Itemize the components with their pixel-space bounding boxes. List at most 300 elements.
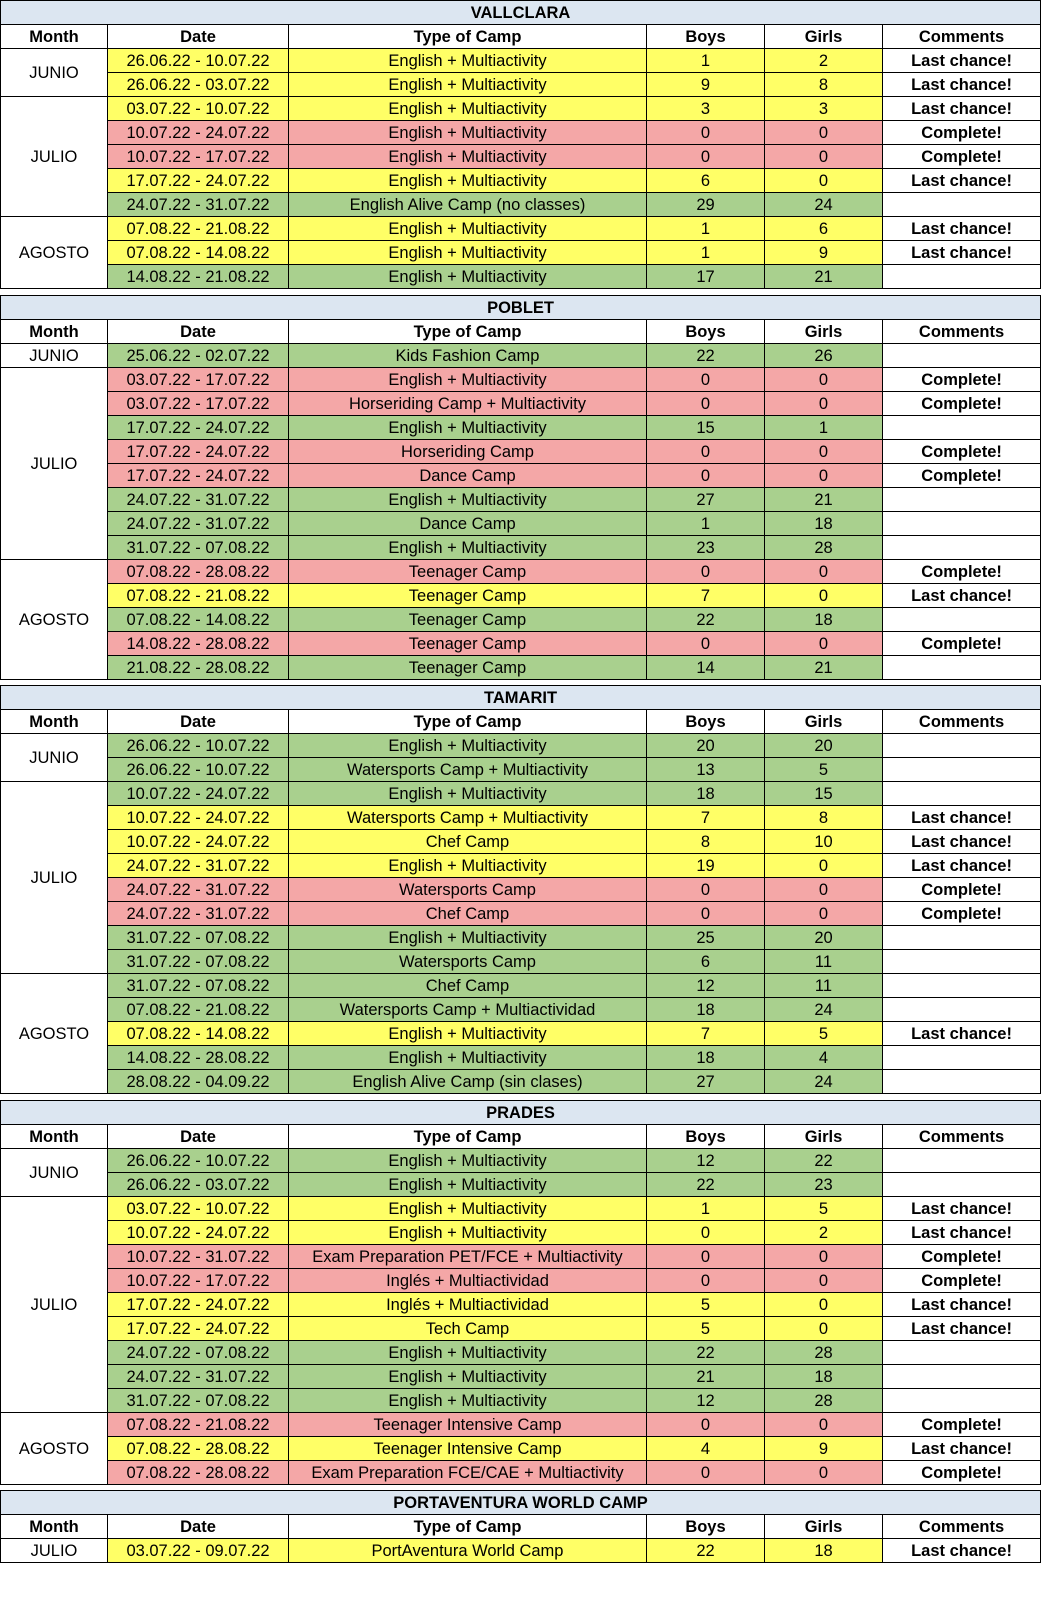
- date-cell: 17.07.22 - 24.07.22: [108, 1293, 289, 1317]
- date-cell: 17.07.22 - 24.07.22: [108, 416, 289, 440]
- boys-cell: 19: [647, 854, 765, 878]
- table-row: [1, 758, 1041, 782]
- camp-type-cell: English + Multiactivity: [289, 782, 647, 806]
- date-cell: 10.07.22 - 24.07.22: [108, 782, 289, 806]
- camp-type-cell: English + Multiactivity: [289, 169, 647, 193]
- boys-cell: 21: [647, 1365, 765, 1389]
- camp-type-cell: English + Multiactivity: [289, 1173, 647, 1197]
- comment-cell: [883, 1365, 1041, 1389]
- boys-cell: 9: [647, 73, 765, 97]
- comment-cell: [883, 656, 1041, 680]
- date-cell: 07.08.22 - 21.08.22: [108, 584, 289, 608]
- month-label: JULIO: [1, 368, 108, 560]
- boys-cell: 0: [647, 878, 765, 902]
- table-row: [1, 1317, 1041, 1341]
- girls-cell: 20: [765, 926, 883, 950]
- date-cell: 07.08.22 - 14.08.22: [108, 608, 289, 632]
- month-label: JULIO: [1, 782, 108, 974]
- boys-cell: 17: [647, 265, 765, 289]
- comment-cell: [883, 1149, 1041, 1173]
- date-cell: 03.07.22 - 10.07.22: [108, 1197, 289, 1221]
- table-row: [1, 998, 1041, 1022]
- table-row: [1, 121, 1041, 145]
- date-cell: 24.07.22 - 31.07.22: [108, 1365, 289, 1389]
- camp-type-cell: Watersports Camp + Multiactividad: [289, 998, 647, 1022]
- comments-header: Comments: [883, 710, 1041, 734]
- camp-type-cell: Teenager Intensive Camp: [289, 1437, 647, 1461]
- girls-cell: 9: [765, 1437, 883, 1461]
- table-row: [1, 217, 1041, 241]
- comment-cell: Last chance!: [883, 854, 1041, 878]
- girls-cell: 21: [765, 265, 883, 289]
- date-cell: 31.07.22 - 07.08.22: [108, 1389, 289, 1413]
- camp-type-cell: English + Multiactivity: [289, 536, 647, 560]
- girls-cell: 0: [765, 1317, 883, 1341]
- boys-cell: 6: [647, 169, 765, 193]
- camp-type-cell: Inglés + Multiactividad: [289, 1269, 647, 1293]
- boys-cell: 0: [647, 1269, 765, 1293]
- girls-cell: 0: [765, 584, 883, 608]
- camp-type-cell: English + Multiactivity: [289, 1046, 647, 1070]
- date-cell: 10.07.22 - 17.07.22: [108, 1269, 289, 1293]
- boys-cell: 1: [647, 241, 765, 265]
- girls-cell: 5: [765, 758, 883, 782]
- boys-cell: 5: [647, 1317, 765, 1341]
- date-cell: 14.08.22 - 21.08.22: [108, 265, 289, 289]
- girls-cell: 5: [765, 1022, 883, 1046]
- date-cell: 10.07.22 - 24.07.22: [108, 1221, 289, 1245]
- camp-type-cell: English + Multiactivity: [289, 97, 647, 121]
- table-row: [1, 1245, 1041, 1269]
- comment-cell: [883, 416, 1041, 440]
- boys-cell: 1: [647, 49, 765, 73]
- comments-header: Comments: [883, 320, 1041, 344]
- month-label: JUNIO: [1, 1149, 108, 1197]
- girls-cell: 11: [765, 950, 883, 974]
- camp-type-cell: Dance Camp: [289, 464, 647, 488]
- girls-cell: 0: [765, 121, 883, 145]
- date-cell: 24.07.22 - 31.07.22: [108, 878, 289, 902]
- girls-cell: 18: [765, 608, 883, 632]
- date-cell: 26.06.22 - 10.07.22: [108, 49, 289, 73]
- date-cell: 07.08.22 - 21.08.22: [108, 998, 289, 1022]
- table-row: [1, 584, 1041, 608]
- date-cell: 21.08.22 - 28.08.22: [108, 656, 289, 680]
- comment-cell: Last chance!: [883, 1293, 1041, 1317]
- table-row: [1, 1293, 1041, 1317]
- table-row: [1, 1413, 1041, 1437]
- girls-header: Girls: [765, 710, 883, 734]
- comment-cell: Last chance!: [883, 1317, 1041, 1341]
- camp-type-cell: Chef Camp: [289, 974, 647, 998]
- comment-cell: Complete!: [883, 464, 1041, 488]
- boys-header: Boys: [647, 1125, 765, 1149]
- boys-cell: 0: [647, 1461, 765, 1485]
- girls-cell: 0: [765, 1293, 883, 1317]
- boys-cell: 0: [647, 1221, 765, 1245]
- camp-type-cell: English + Multiactivity: [289, 416, 647, 440]
- date-cell: 31.07.22 - 07.08.22: [108, 536, 289, 560]
- comment-cell: [883, 1070, 1041, 1094]
- month-label: JULIO: [1, 1197, 108, 1413]
- camp-type-cell: Inglés + Multiactividad: [289, 1293, 647, 1317]
- comment-cell: Complete!: [883, 1269, 1041, 1293]
- girls-cell: 18: [765, 512, 883, 536]
- comment-cell: Last chance!: [883, 1197, 1041, 1221]
- boys-cell: 0: [647, 902, 765, 926]
- date-cell: 24.07.22 - 31.07.22: [108, 512, 289, 536]
- table-row: [1, 1341, 1041, 1365]
- date-cell: 07.08.22 - 14.08.22: [108, 241, 289, 265]
- date-cell: 31.07.22 - 07.08.22: [108, 974, 289, 998]
- comment-cell: [883, 512, 1041, 536]
- girls-cell: 15: [765, 782, 883, 806]
- date-cell: 07.08.22 - 21.08.22: [108, 1413, 289, 1437]
- boys-cell: 1: [647, 1197, 765, 1221]
- date-cell: 17.07.22 - 24.07.22: [108, 169, 289, 193]
- boys-cell: 0: [647, 121, 765, 145]
- boys-cell: 0: [647, 1245, 765, 1269]
- comment-cell: [883, 974, 1041, 998]
- boys-cell: 3: [647, 97, 765, 121]
- date-cell: 03.07.22 - 17.07.22: [108, 368, 289, 392]
- section-title-row: [1, 1101, 1041, 1125]
- table-row: [1, 193, 1041, 217]
- boys-cell: 7: [647, 1022, 765, 1046]
- comment-cell: Complete!: [883, 145, 1041, 169]
- boys-cell: 0: [647, 1413, 765, 1437]
- girls-cell: 18: [765, 1539, 883, 1563]
- boys-cell: 22: [647, 608, 765, 632]
- comment-cell: [883, 734, 1041, 758]
- table-row: [1, 854, 1041, 878]
- camp-type-cell: English + Multiactivity: [289, 217, 647, 241]
- comment-cell: Last chance!: [883, 1221, 1041, 1245]
- camp-type-cell: Horseriding Camp: [289, 440, 647, 464]
- boys-cell: 22: [647, 1341, 765, 1365]
- table-row: [1, 169, 1041, 193]
- month-label: AGOSTO: [1, 560, 108, 680]
- type-header: Type of Camp: [289, 320, 647, 344]
- camp-type-cell: Dance Camp: [289, 512, 647, 536]
- boys-cell: 6: [647, 950, 765, 974]
- comment-cell: Last chance!: [883, 241, 1041, 265]
- girls-cell: 4: [765, 1046, 883, 1070]
- date-cell: 26.06.22 - 10.07.22: [108, 734, 289, 758]
- date-cell: 03.07.22 - 17.07.22: [108, 392, 289, 416]
- girls-cell: 10: [765, 830, 883, 854]
- table-row: [1, 97, 1041, 121]
- camp-type-cell: Teenager Camp: [289, 560, 647, 584]
- camp-type-cell: English + Multiactivity: [289, 854, 647, 878]
- camp-table-poblet: [0, 295, 1041, 680]
- boys-header: Boys: [647, 320, 765, 344]
- table-row: [1, 241, 1041, 265]
- table-row: [1, 512, 1041, 536]
- girls-cell: 8: [765, 806, 883, 830]
- girls-cell: 0: [765, 632, 883, 656]
- camp-type-cell: English + Multiactivity: [289, 926, 647, 950]
- boys-cell: 29: [647, 193, 765, 217]
- comment-cell: [883, 926, 1041, 950]
- section-title-row: [1, 1, 1041, 25]
- date-cell: 31.07.22 - 07.08.22: [108, 950, 289, 974]
- section-title: TAMARIT: [1, 686, 1041, 710]
- table-row: [1, 1221, 1041, 1245]
- comments-header: Comments: [883, 1125, 1041, 1149]
- boys-cell: 0: [647, 464, 765, 488]
- comment-cell: Complete!: [883, 392, 1041, 416]
- camp-type-cell: English + Multiactivity: [289, 121, 647, 145]
- table-row: [1, 49, 1041, 73]
- comment-cell: [883, 344, 1041, 368]
- girls-header: Girls: [765, 25, 883, 49]
- camp-type-cell: Teenager Camp: [289, 608, 647, 632]
- table-row: [1, 1046, 1041, 1070]
- date-cell: 10.07.22 - 24.07.22: [108, 806, 289, 830]
- comment-cell: Complete!: [883, 440, 1041, 464]
- camp-table-prades: [0, 1100, 1041, 1485]
- date-cell: 24.07.22 - 31.07.22: [108, 854, 289, 878]
- date-cell: 17.07.22 - 24.07.22: [108, 1317, 289, 1341]
- girls-cell: 0: [765, 1269, 883, 1293]
- camp-type-cell: English + Multiactivity: [289, 1365, 647, 1389]
- camp-type-cell: Exam Preparation FCE/CAE + Multiactivity: [289, 1461, 647, 1485]
- camp-type-cell: Chef Camp: [289, 830, 647, 854]
- boys-cell: 12: [647, 1389, 765, 1413]
- camp-type-cell: Teenager Intensive Camp: [289, 1413, 647, 1437]
- girls-cell: 0: [765, 1413, 883, 1437]
- date-cell: 07.08.22 - 28.08.22: [108, 560, 289, 584]
- boys-cell: 12: [647, 974, 765, 998]
- column-header-row: [1, 1125, 1041, 1149]
- section-title: POBLET: [1, 296, 1041, 320]
- table-row: [1, 145, 1041, 169]
- boys-cell: 0: [647, 145, 765, 169]
- girls-header: Girls: [765, 1125, 883, 1149]
- camp-type-cell: English + Multiactivity: [289, 1149, 647, 1173]
- comment-cell: Complete!: [883, 560, 1041, 584]
- boys-cell: 1: [647, 512, 765, 536]
- boys-cell: 18: [647, 782, 765, 806]
- table-row: [1, 440, 1041, 464]
- camp-type-cell: English + Multiactivity: [289, 1022, 647, 1046]
- boys-header: Boys: [647, 1515, 765, 1539]
- date-cell: 07.08.22 - 14.08.22: [108, 1022, 289, 1046]
- camp-type-cell: English + Multiactivity: [289, 1341, 647, 1365]
- comment-cell: Complete!: [883, 632, 1041, 656]
- comment-cell: Complete!: [883, 1413, 1041, 1437]
- comment-cell: [883, 488, 1041, 512]
- table-row: [1, 536, 1041, 560]
- table-row: [1, 656, 1041, 680]
- table-row: [1, 902, 1041, 926]
- month-header: Month: [1, 1515, 108, 1539]
- table-row: [1, 950, 1041, 974]
- camp-type-cell: Kids Fashion Camp: [289, 344, 647, 368]
- date-cell: 28.08.22 - 04.09.22: [108, 1070, 289, 1094]
- date-cell: 14.08.22 - 28.08.22: [108, 632, 289, 656]
- table-row: [1, 878, 1041, 902]
- table-row: [1, 1149, 1041, 1173]
- table-row: [1, 560, 1041, 584]
- camp-type-cell: Teenager Camp: [289, 584, 647, 608]
- boys-cell: 22: [647, 1539, 765, 1563]
- girls-cell: 3: [765, 97, 883, 121]
- date-cell: 24.07.22 - 07.08.22: [108, 1341, 289, 1365]
- camp-type-cell: English + Multiactivity: [289, 368, 647, 392]
- boys-cell: 0: [647, 632, 765, 656]
- date-cell: 07.08.22 - 28.08.22: [108, 1461, 289, 1485]
- girls-cell: 0: [765, 878, 883, 902]
- camp-type-cell: Watersports Camp + Multiactivity: [289, 758, 647, 782]
- comment-cell: [883, 1389, 1041, 1413]
- girls-cell: 24: [765, 193, 883, 217]
- boys-header: Boys: [647, 710, 765, 734]
- camp-type-cell: Teenager Camp: [289, 656, 647, 680]
- camp-type-cell: English + Multiactivity: [289, 1221, 647, 1245]
- girls-cell: 0: [765, 145, 883, 169]
- comment-cell: [883, 950, 1041, 974]
- date-cell: 03.07.22 - 09.07.22: [108, 1539, 289, 1563]
- camp-table-tamarit: [0, 685, 1041, 1094]
- girls-cell: 2: [765, 49, 883, 73]
- date-cell: 25.06.22 - 02.07.22: [108, 344, 289, 368]
- girls-cell: 0: [765, 902, 883, 926]
- boys-cell: 27: [647, 488, 765, 512]
- date-cell: 26.06.22 - 03.07.22: [108, 1173, 289, 1197]
- table-row: [1, 830, 1041, 854]
- camp-type-cell: English + Multiactivity: [289, 488, 647, 512]
- comments-header: Comments: [883, 1515, 1041, 1539]
- girls-header: Girls: [765, 320, 883, 344]
- comment-cell: [883, 193, 1041, 217]
- comment-cell: Last chance!: [883, 1022, 1041, 1046]
- type-header: Type of Camp: [289, 1515, 647, 1539]
- column-header-row: [1, 320, 1041, 344]
- girls-cell: 9: [765, 241, 883, 265]
- comment-cell: Last chance!: [883, 217, 1041, 241]
- comment-cell: Last chance!: [883, 169, 1041, 193]
- camp-type-cell: English + Multiactivity: [289, 241, 647, 265]
- date-header: Date: [108, 1125, 289, 1149]
- table-row: [1, 368, 1041, 392]
- girls-cell: 0: [765, 1245, 883, 1269]
- camp-type-cell: English + Multiactivity: [289, 145, 647, 169]
- girls-cell: 2: [765, 1221, 883, 1245]
- date-cell: 26.06.22 - 03.07.22: [108, 73, 289, 97]
- section-title: PRADES: [1, 1101, 1041, 1125]
- month-label: JULIO: [1, 1539, 108, 1563]
- table-row: [1, 1022, 1041, 1046]
- comment-cell: [883, 1046, 1041, 1070]
- girls-cell: 8: [765, 73, 883, 97]
- boys-cell: 0: [647, 368, 765, 392]
- table-row: [1, 608, 1041, 632]
- camp-type-cell: English Alive Camp (no classes): [289, 193, 647, 217]
- boys-cell: 7: [647, 584, 765, 608]
- table-row: [1, 1269, 1041, 1293]
- table-row: [1, 734, 1041, 758]
- comment-cell: Last chance!: [883, 73, 1041, 97]
- date-cell: 17.07.22 - 24.07.22: [108, 440, 289, 464]
- boys-cell: 18: [647, 1046, 765, 1070]
- date-cell: 03.07.22 - 10.07.22: [108, 97, 289, 121]
- girls-cell: 6: [765, 217, 883, 241]
- boys-cell: 13: [647, 758, 765, 782]
- comment-cell: [883, 758, 1041, 782]
- comment-cell: Last chance!: [883, 97, 1041, 121]
- girls-cell: 0: [765, 560, 883, 584]
- camp-type-cell: Chef Camp: [289, 902, 647, 926]
- month-label: AGOSTO: [1, 974, 108, 1094]
- boys-cell: 27: [647, 1070, 765, 1094]
- boys-cell: 14: [647, 656, 765, 680]
- boys-cell: 8: [647, 830, 765, 854]
- date-cell: 24.07.22 - 31.07.22: [108, 488, 289, 512]
- camp-type-cell: Tech Camp: [289, 1317, 647, 1341]
- comment-cell: Last chance!: [883, 1437, 1041, 1461]
- boys-cell: 12: [647, 1149, 765, 1173]
- girls-cell: 0: [765, 440, 883, 464]
- table-row: [1, 1437, 1041, 1461]
- girls-cell: 0: [765, 392, 883, 416]
- date-cell: 10.07.22 - 31.07.22: [108, 1245, 289, 1269]
- camp-type-cell: English + Multiactivity: [289, 1389, 647, 1413]
- comment-cell: [883, 536, 1041, 560]
- comment-cell: [883, 998, 1041, 1022]
- table-row: [1, 1461, 1041, 1485]
- comment-cell: Complete!: [883, 902, 1041, 926]
- comment-cell: [883, 782, 1041, 806]
- column-header-row: [1, 25, 1041, 49]
- month-label: AGOSTO: [1, 217, 108, 289]
- comment-cell: [883, 265, 1041, 289]
- girls-cell: 20: [765, 734, 883, 758]
- month-header: Month: [1, 710, 108, 734]
- table-row: [1, 1197, 1041, 1221]
- comment-cell: Complete!: [883, 368, 1041, 392]
- boys-cell: 4: [647, 1437, 765, 1461]
- camp-type-cell: Exam Preparation PET/FCE + Multiactivity: [289, 1245, 647, 1269]
- date-cell: 10.07.22 - 24.07.22: [108, 830, 289, 854]
- month-header: Month: [1, 320, 108, 344]
- girls-header: Girls: [765, 1515, 883, 1539]
- girls-cell: 24: [765, 998, 883, 1022]
- date-cell: 24.07.22 - 31.07.22: [108, 193, 289, 217]
- comments-header: Comments: [883, 25, 1041, 49]
- section-title-row: [1, 686, 1041, 710]
- girls-cell: 26: [765, 344, 883, 368]
- date-cell: 31.07.22 - 07.08.22: [108, 926, 289, 950]
- boys-header: Boys: [647, 25, 765, 49]
- girls-cell: 22: [765, 1149, 883, 1173]
- section-title-row: [1, 296, 1041, 320]
- comment-cell: [883, 608, 1041, 632]
- month-label: JUNIO: [1, 49, 108, 97]
- boys-cell: 1: [647, 217, 765, 241]
- comment-cell: Last chance!: [883, 806, 1041, 830]
- camp-type-cell: English + Multiactivity: [289, 265, 647, 289]
- table-row: [1, 1539, 1041, 1563]
- camp-type-cell: Watersports Camp: [289, 878, 647, 902]
- girls-cell: 0: [765, 854, 883, 878]
- table-row: [1, 782, 1041, 806]
- girls-cell: 24: [765, 1070, 883, 1094]
- date-cell: 07.08.22 - 28.08.22: [108, 1437, 289, 1461]
- camp-type-cell: English Alive Camp (sin clases): [289, 1070, 647, 1094]
- comment-cell: Complete!: [883, 121, 1041, 145]
